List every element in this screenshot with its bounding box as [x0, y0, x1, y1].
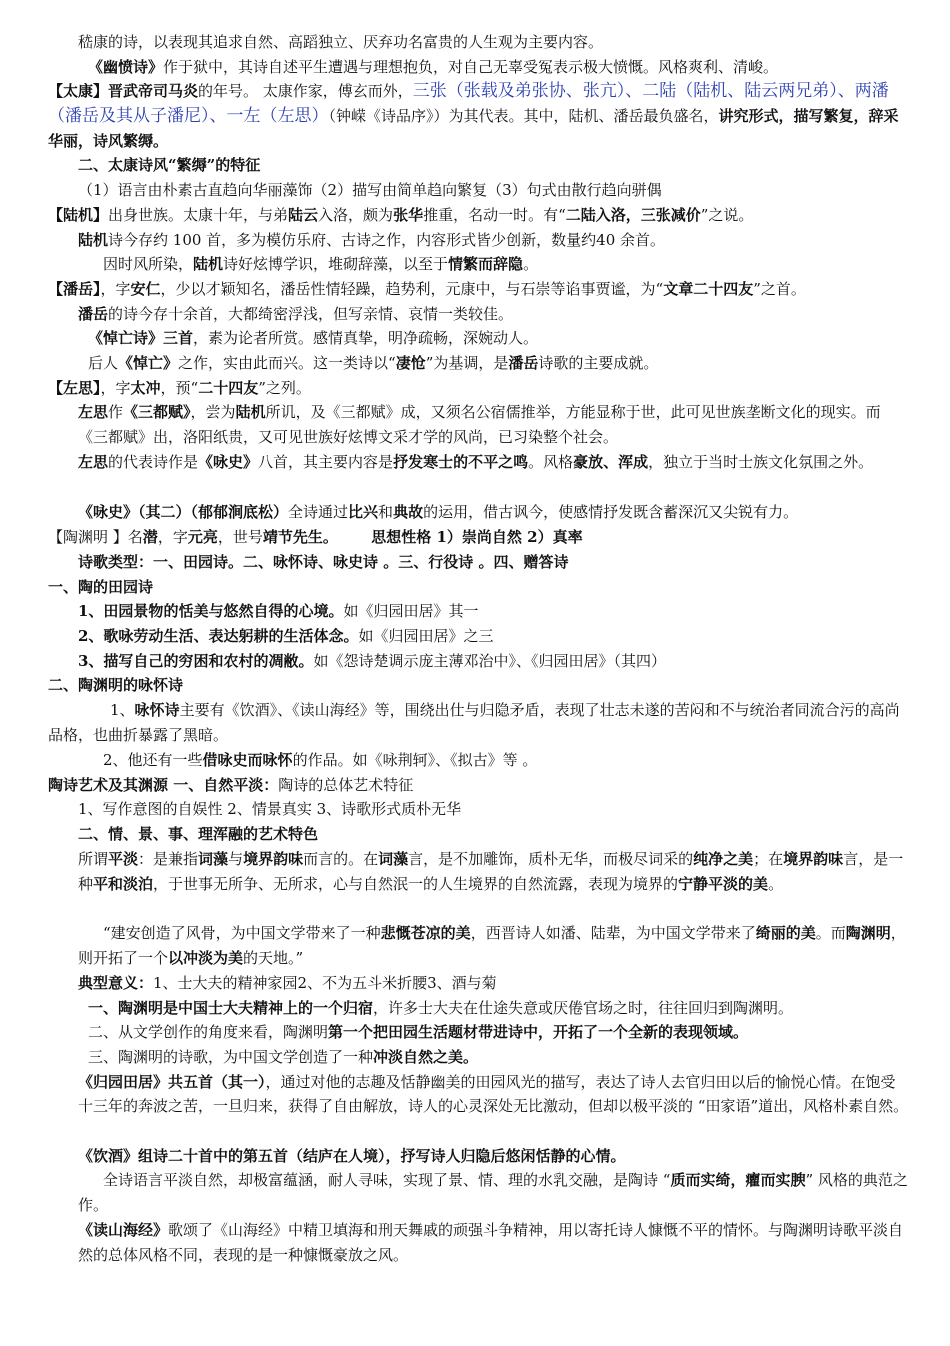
section-heading: 二、情、景、事、理浑融的艺术特色	[78, 825, 319, 844]
list-item: 1、田园景物的恬美与悠然自得的心境。如《归园田居》其一	[78, 602, 479, 621]
text-line: 《咏史》（其二）（郁郁涧底松）全诗通过比兴和典故的运用，借古讽今，使感情抒发既含蓄深沉又尖锐有力。	[78, 503, 799, 522]
text-paragraph: 【太康】晋武帝司马炎的年号。 太康作家，傅玄而外，三张（张载及弟张协、张亢）、二陆（陆机、陆云两兄弟）、两潘（潘岳及其从子潘尼）、一左（左思）（钟嵘《诗品序》）为其代表。其中，陆机、潘岳最负盛名，讲究形式，描写繁复，辞采华丽，诗风繁缛。	[48, 81, 899, 150]
quote-paragraph: “建安创造了风骨，为中国文学带来了一种悲慨苍凉的美，西晋诗人如潘、陆辈，为中国文学带来了绮丽的美。而陶渊明，则开拓了一个以冲淡为美的天地。”	[78, 923, 906, 967]
section-heading: 二、陶渊明的咏怀诗	[48, 676, 184, 695]
text-line: 三、陶渊明的诗歌，为中国文学创造了一种冲淡自然之美。	[88, 1047, 479, 1066]
text-line: 《幽愤诗》作于狱中，其诗自述平生遭遇与理想抱负，对自己无辜受冤表示极大愤慨。风格爽利、清峻。	[88, 57, 779, 76]
text-line: 后人《悼亡》之作，实由此而兴。这一类诗以“凄怆”为基调，是潘岳诗歌的主要成就。	[88, 354, 659, 373]
text-line: 1、写作意图的自娱性 2、情景真实 3、诗歌形式质朴无华	[78, 800, 462, 819]
section-heading: 一、陶的田园诗	[48, 577, 154, 596]
text-line: 诗歌类型：一、田园诗。二、咏怀诗、咏史诗 。三、行役诗 。四、赠答诗	[78, 552, 569, 571]
text-paragraph: 《读山海经》歌颂了《山海经》中精卫填海和刑天舞戚的顽强斗争精神，用以寄托诗人慷慨不平的情怀。与陶渊明诗歌平淡自然的总体风格不同，表现的是一种慷慨豪放之风。	[78, 1221, 904, 1265]
text-paragraph: 左思作《三都赋》，尝为陆机所讥，及《三都赋》成，又须名公宿儒推举，方能显称于世，此可见世族垄断文化的现实。而《三都赋》出，洛阳纸贵，又可见世族好炫博文采才学的风尚，已习染整个社会。	[78, 403, 881, 447]
text-line: 潘岳的诗今存十余首，大都绮密浮浅，但写亲情、哀情一类较佳。	[78, 304, 514, 323]
text-line: 因时风所染，陆机诗好炫博学识，堆砌辞藻，以至于情繁而辞隐。	[103, 255, 539, 274]
text-line: 嵇康的诗，以表现其追求自然、高蹈独立、厌弃功名富贵的人生观为主要内容。	[78, 33, 604, 51]
text-line: （1）语言由朴素古直趋向华丽藻饰（2）描写由简单趋向繁复（3）句式由散行趋向骈偶	[78, 181, 662, 200]
text-line: 2、他还有一些借咏史而咏怀的作品。如《咏荆轲》、《拟古》等 。	[103, 751, 538, 770]
text-line: 《悼亡诗》三首，素为论者所赏。感情真挚，明净疏畅，深婉动人。	[88, 329, 539, 348]
text-line: 【左思】，字太冲，预“二十四友”之列。	[48, 378, 311, 397]
text-line: 陆机诗今存约 100 首，多为模仿乐府、古诗之作，内容形式皆少创新，数量约40 余首。	[78, 230, 666, 249]
text-line: 二、从文学创作的角度来看，陶渊明第一个把田园生活题材带进诗中，开拓了一个全新的表现领域。	[88, 1023, 749, 1042]
text-line: 【潘岳】，字安仁，少以才颖知名，潘岳性情轻躁，趋势利，元康中，与石崇等谄事贾谧，为“文章二十四友”之首。	[48, 279, 806, 298]
text-paragraph: 全诗语言平淡自然，却极富蕴涵，耐人寻味，实现了景、情、理的水乳交融，是陶诗 “质而实绮，癯而实腴” 风格的典范之作。	[78, 1171, 908, 1215]
text-line: 典型意义：1、士大夫的精神家园2、不为五斗米折腰3、酒与菊	[78, 973, 497, 992]
section-heading: 陶诗艺术及其渊源 一、自然平淡：陶诗的总体艺术特征	[48, 775, 414, 794]
text-paragraph: 1、咏怀诗主要有《饮酒》、《读山海经》等，围绕出仕与归隐矛盾，表现了壮志未遂的苦闷和不与统治者同流合污的高尚品格，也曲折暴露了黑暗。	[48, 701, 900, 744]
list-item: 3、描写自己的穷困和农村的凋敝。如《怨诗楚调示庞主薄邓治中》、《归园田居》（其四）	[78, 651, 666, 670]
section-heading: 二、太康诗风“繁缛”的特征	[78, 156, 261, 175]
text-paragraph: 左思的代表诗作是《咏史》八首，其主要内容是抒发寒士的不平之鸣。风格豪放、浑成，独立于当时士族文化氛围之外。	[78, 453, 874, 472]
text-line: 《饮酒》组诗二十首中的第五首（结庐在人境），抒写诗人归隐后悠闲恬静的心情。	[78, 1146, 626, 1165]
list-item: 2、歌咏劳动生活、表达躬耕的生活体念。如《归园田居》之三	[78, 626, 494, 645]
text-paragraph: 所谓平淡：是兼指词藻与境界韵味而言的。在词藻言，是不加雕饰，质朴无华，而极尽词采的纯净之美；在境界韵味言，是一种平和淡泊，于世事无所争、无所求，心与自然泯一的人生境界的自然流露，表现为境界的宁静平淡的美。	[78, 849, 904, 893]
text-line: 【陶渊明 】名潜，字元亮，世号靖节先生。 思想性格 1）崇尚自然 2）真率	[48, 528, 583, 547]
text-paragraph: 《归园田居》共五首（其一），通过对他的志趣及恬静幽美的田园风光的描写，表达了诗人去官归田以后的愉悦心情。在饱受十三年的奔波之苦，一旦归来，获得了自由解放，诗人的心灵深处无比激动，但却以极平淡的 “田家语”道出，风格朴素自然。	[78, 1072, 909, 1116]
text-line: 【陆机】出身世族。太康十年，与弟陆云入洛，颇为张华推重，名动一时。有“二陆入洛，三张减价”之说。	[48, 205, 754, 224]
text-line: 一、陶渊明是中国士大夫精神上的一个归宿，许多士大夫在仕途失意或厌倦官场之时，往往回归到陶渊明。	[88, 998, 794, 1017]
